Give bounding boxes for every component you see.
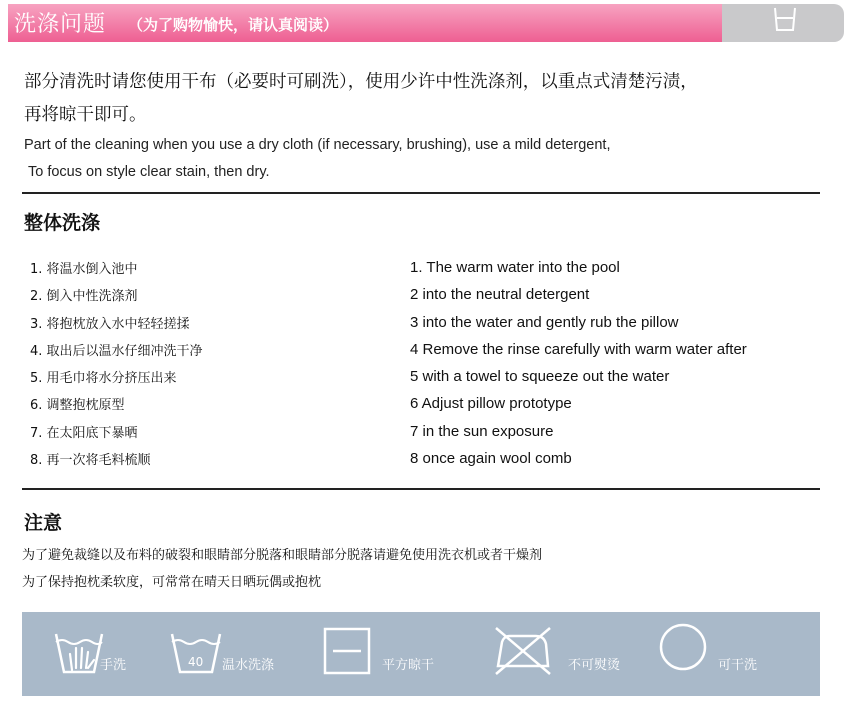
step-cn: 7. 在太阳底下暴晒 — [30, 425, 138, 441]
step-en: 5 with a towel to squeeze out the water — [410, 368, 670, 386]
step-en: 7 in the sun exposure — [410, 422, 554, 440]
washing-title: 整体洗涤 — [24, 212, 101, 234]
steps-chinese-list — [30, 256, 390, 474]
step-en: 8 once again wool comb — [410, 450, 572, 468]
no-iron-icon — [488, 622, 558, 678]
header-subtitle: （为了购物愉快，请认真阅读） — [128, 16, 339, 34]
note-line: 为了保持抱枕柔软度，可常常在晴天日晒玩偶或抱枕 — [22, 575, 322, 590]
step-cn: 6. 调整抱枕原型 — [30, 398, 125, 414]
step-cn: 3. 将抱枕放入水中轻轻搓揉 — [30, 316, 190, 332]
step-en: 2 into the neutral detergent — [410, 286, 590, 304]
step-cn: 2. 倒入中性洗涤剂 — [30, 289, 138, 305]
care-label: 温水洗涤 — [222, 658, 275, 673]
header-pink-bar — [8, 4, 722, 42]
divider — [22, 488, 820, 490]
care-label: 不可熨烫 — [568, 658, 621, 673]
dry-flat-icon — [322, 626, 372, 676]
care-label: 可干洗 — [718, 658, 758, 673]
care-label: 平方晾干 — [382, 658, 435, 673]
divider — [22, 192, 820, 194]
care-symbols-bar — [22, 612, 820, 696]
intro-cn-line: 再将晾干即可。 — [24, 105, 147, 125]
note-line: 为了避免裁缝以及布料的破裂和眼睛部分脱落和眼睛部分脱落请避免使用洗衣机或者干燥剂 — [22, 548, 543, 563]
step-cn: 8. 再一次将毛料梳顺 — [30, 453, 151, 469]
step-en: 4 Remove the rinse carefully with warm water after — [410, 340, 747, 358]
header-banner — [8, 4, 844, 42]
step-en: 1. The warm water into the pool — [410, 259, 620, 276]
step-en: 3 into the water and gently rub the pillow — [410, 313, 679, 331]
intro-en-line: Part of the cleaning when you use a dry cloth (if necessary, brushing), use a mild detergent, — [24, 137, 611, 153]
step-cn: 1. 将温水倒入池中 — [30, 262, 138, 277]
dry-clean-icon — [658, 622, 708, 672]
intro-en-line: To focus on style clear stain, then dry. — [28, 164, 270, 180]
step-cn: 5. 用毛巾将水分挤压出来 — [30, 371, 177, 387]
header-title: 洗涤问题 — [14, 12, 107, 37]
notes-title: 注意 — [24, 512, 63, 534]
wash-40-icon — [168, 624, 224, 678]
washing-cup-icon — [772, 6, 798, 32]
care-label: 手洗 — [100, 658, 127, 673]
hand-wash-icon — [52, 624, 106, 678]
step-en: 6 Adjust pillow prototype — [410, 395, 572, 413]
wash-temp: 40 — [188, 655, 204, 669]
intro-chinese — [24, 66, 824, 132]
steps-english-list — [410, 254, 830, 472]
intro-english — [24, 132, 824, 186]
step-cn: 4. 取出后以温水仔细冲洗干净 — [30, 343, 203, 359]
intro-cn-line: 部分清洗时请您使用干布（必要时可刷洗），使用少许中性洗涤剂，以重点式清楚污渍， — [24, 72, 698, 92]
notes-text — [22, 542, 822, 596]
